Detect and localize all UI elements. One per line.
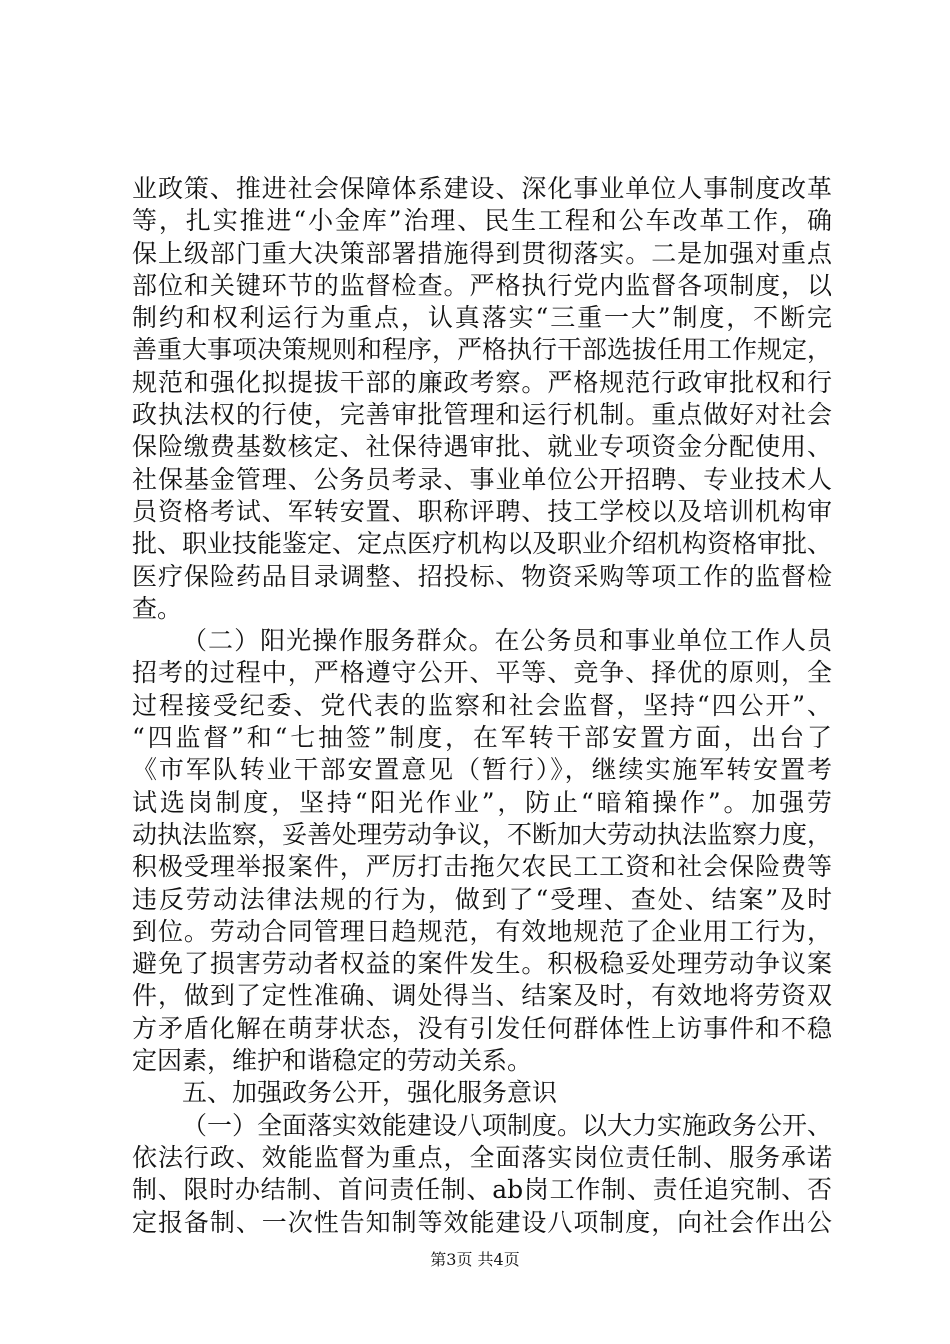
text-line: 社保基金管理、公务员考录、事业单位公开招聘、专业技术人 bbox=[132, 464, 832, 494]
text-line: 制约和权利运行为重点，认真落实“三重一大”制度，不断完 bbox=[132, 303, 832, 333]
document-body bbox=[132, 173, 832, 1239]
text-line: （一）全面落实效能建设八项制度。以大力实施政务公开、 bbox=[182, 1110, 832, 1140]
text-line: 等，扎实推进“小金库”治理、民生工程和公车改革工作，确 bbox=[132, 206, 832, 236]
text-line: 部位和关键环节的监督检查。严格执行党内监督各项制度，以 bbox=[132, 270, 832, 300]
text-line: 批、职业技能鉴定、定点医疗机构以及职业介绍机构资格审批、 bbox=[132, 529, 832, 559]
text-line: 件，做到了定性准确、调处得当、结案及时，有效地将劳资双 bbox=[132, 981, 832, 1011]
text-line: 查。 bbox=[132, 593, 183, 623]
text-line: （二）阳光操作服务群众。在公务员和事业单位工作人员 bbox=[182, 626, 832, 656]
text-line: 积极受理举报案件，严厉打击拖欠农民工工资和社会保险费等 bbox=[132, 852, 832, 882]
text-line: “四监督”和“七抽签”制度，在军转干部安置方面，出台了 bbox=[132, 723, 832, 753]
text-line: 善重大事项决策规则和程序，严格执行干部选拔任用工作规定， bbox=[132, 335, 832, 365]
text-line: 定报备制、一次性告知制等效能建设八项制度，向社会作出公 bbox=[132, 1207, 832, 1237]
text-line: 保上级部门重大决策部署措施得到贯彻落实。二是加强对重点 bbox=[132, 238, 832, 268]
text-line: 避免了损害劳动者权益的案件发生。积极稳妥处理劳动争议案 bbox=[132, 949, 832, 979]
text-line: 员资格考试、军转安置、职称评聘、技工学校以及培训机构审 bbox=[132, 496, 832, 526]
text-line: 试选岗制度，坚持“阳光作业”，防止“暗箱操作”。加强劳 bbox=[132, 787, 832, 817]
text-line: 到位。劳动合同管理日趋规范，有效地规范了企业用工行为， bbox=[132, 916, 832, 946]
text-line: 过程接受纪委、党代表的监察和社会监督，坚持“四公开”、 bbox=[132, 690, 832, 720]
text-line: 五、加强政务公开，强化服务意识 bbox=[182, 1078, 558, 1108]
text-line: 依法行政、效能监督为重点，全面落实岗位责任制、服务承诺 bbox=[132, 1142, 832, 1172]
text-line: 《市军队转业干部安置意见（暂行）》，继续实施军转安置考 bbox=[132, 755, 832, 785]
page-footer: 第3页 共4页 bbox=[430, 1250, 520, 1269]
text-line: 政执法权的行使，完善审批管理和运行机制。重点做好对社会 bbox=[132, 400, 832, 430]
text-line: 违反劳动法律法规的行为，做到了“受理、查处、结案”及时 bbox=[132, 884, 832, 914]
text-line: 动执法监察，妥善处理劳动争议，不断加大劳动执法监察力度， bbox=[132, 819, 832, 849]
text-line: 制、限时办结制、首问责任制、ab岗工作制、责任追究制、否 bbox=[132, 1175, 832, 1205]
text-line: 医疗保险药品目录调整、招投标、物资采购等项工作的监督检 bbox=[132, 561, 832, 591]
text-line: 定因素，维护和谐稳定的劳动关系。 bbox=[132, 1046, 533, 1076]
text-line: 业政策、推进社会保障体系建设、深化事业单位人事制度改革 bbox=[132, 174, 832, 203]
text-line: 保险缴费基数核定、社保待遇审批、就业专项资金分配使用、 bbox=[132, 432, 832, 462]
text-line: 规范和强化拟提拔干部的廉政考察。严格规范行政审批权和行 bbox=[132, 367, 832, 397]
text-line: 方矛盾化解在萌芽状态，没有引发任何群体性上访事件和不稳 bbox=[132, 1013, 832, 1043]
text-line: 招考的过程中，严格遵守公开、平等、竞争、择优的原则，全 bbox=[132, 658, 832, 688]
